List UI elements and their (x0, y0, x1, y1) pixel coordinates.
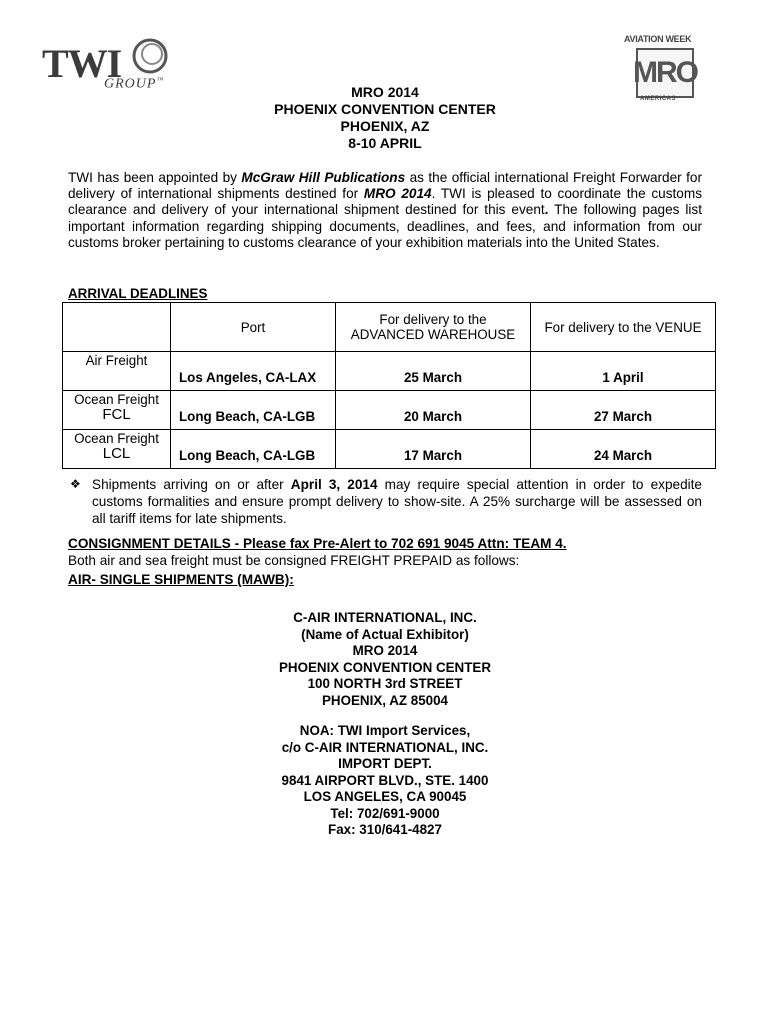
table-row (63, 391, 716, 430)
event-name: MRO 2014 (363, 186, 432, 202)
publisher-name: McGraw Hill Publications (241, 170, 406, 185)
twi-logo-text: TWI (42, 41, 122, 86)
table-row (63, 430, 716, 469)
event-dates: 8-10 APRIL (348, 135, 422, 151)
mode-cell: Air Freight (63, 352, 171, 391)
event-venue: PHOENIX CONVENTION CENTER (274, 101, 496, 117)
consignment-body: Both air and sea freight must be consigned FREIGHT PREPAID as follows: (68, 552, 520, 568)
mro-logo-box: MRO (636, 48, 694, 98)
arrival-deadlines-table (62, 302, 716, 469)
consignment-title: CONSIGNMENT DETAILS - Please fax Pre-Alert to 702 691 9045 Attn: TEAM 4. (68, 536, 567, 551)
aviation-week-text: AVIATION WEEK (624, 34, 692, 44)
event-header (0, 84, 770, 152)
arrival-deadlines-title: ARRIVAL DEADLINES (68, 286, 208, 301)
warehouse-header: For delivery to the ADVANCED WAREHOUSE (336, 303, 531, 352)
americas-text: AMERICAS (640, 96, 677, 102)
diamond-bullet-icon: ❖ (70, 477, 81, 491)
port-cell: Long Beach, CA-LGB (171, 391, 336, 430)
consignment-section (68, 536, 708, 589)
intro-paragraph: TWI has been appointed by McGraw Hill Publications as the official international Freight Forwarder for delivery of international shipments destined for MRO 2014. TWI is pleased to coordinate the customs clearance and delivery of your international shipment destined for this event. The following pages list important information regarding shipping documents, deadlines, and fees, and information from our customs broker pertaining to customs clearance of your exhibition materials into the United States. (68, 170, 702, 250)
twi-swirl-icon (130, 36, 170, 76)
warehouse-date-cell: 20 March (336, 391, 531, 430)
port-cell: Long Beach, CA-LGB (171, 430, 336, 469)
port-cell: Los Angeles, CA-LAX (171, 352, 336, 391)
venue-header: For delivery to the VENUE (531, 303, 716, 352)
venue-date-cell: 1 April (531, 352, 716, 391)
air-shipments-title: AIR- SINGLE SHIPMENTS (MAWB): (68, 572, 294, 587)
late-shipment-notice (70, 476, 702, 527)
table-header-row (63, 303, 716, 352)
table-row (63, 352, 716, 391)
twi-logo-group: GROUP™ (104, 76, 165, 92)
venue-date-cell: 24 March (531, 430, 716, 469)
mode-cell: Ocean Freight FCL (63, 391, 171, 430)
event-city: PHOENIX, AZ (340, 118, 430, 134)
consignee-address: C-AIR INTERNATIONAL, INC. (Name of Actual Exhibitor) MRO 2014 PHOENIX CONVENTION CENTER 100 NORTH 3rd STREET PHOENIX, AZ 85004 (278, 610, 492, 708)
late-shipment-text: Shipments arriving on or after April 3, 2014 may require special attention in order to expedite customs formalities and ensure prompt delivery to show-site. A 25% surcharge will be assessed on all tariff items for late shipments. (92, 477, 702, 526)
warehouse-date-cell: 17 March (336, 430, 531, 469)
event-title: MRO 2014 (351, 84, 419, 100)
warehouse-date-cell: 25 March (336, 352, 531, 391)
venue-date-cell: 27 March (531, 391, 716, 430)
mode-cell: Ocean Freight LCL (63, 430, 171, 469)
port-header: Port (171, 303, 336, 352)
notify-party-address: NOA: TWI Import Services, c/o C-AIR INTERNATIONAL, INC. IMPORT DEPT. 9841 AIRPORT BLVD., STE. 1400 LOS ANGELES, CA 90045 Tel: 702/691-9000 Fax: 310/641-4827 (281, 723, 489, 837)
